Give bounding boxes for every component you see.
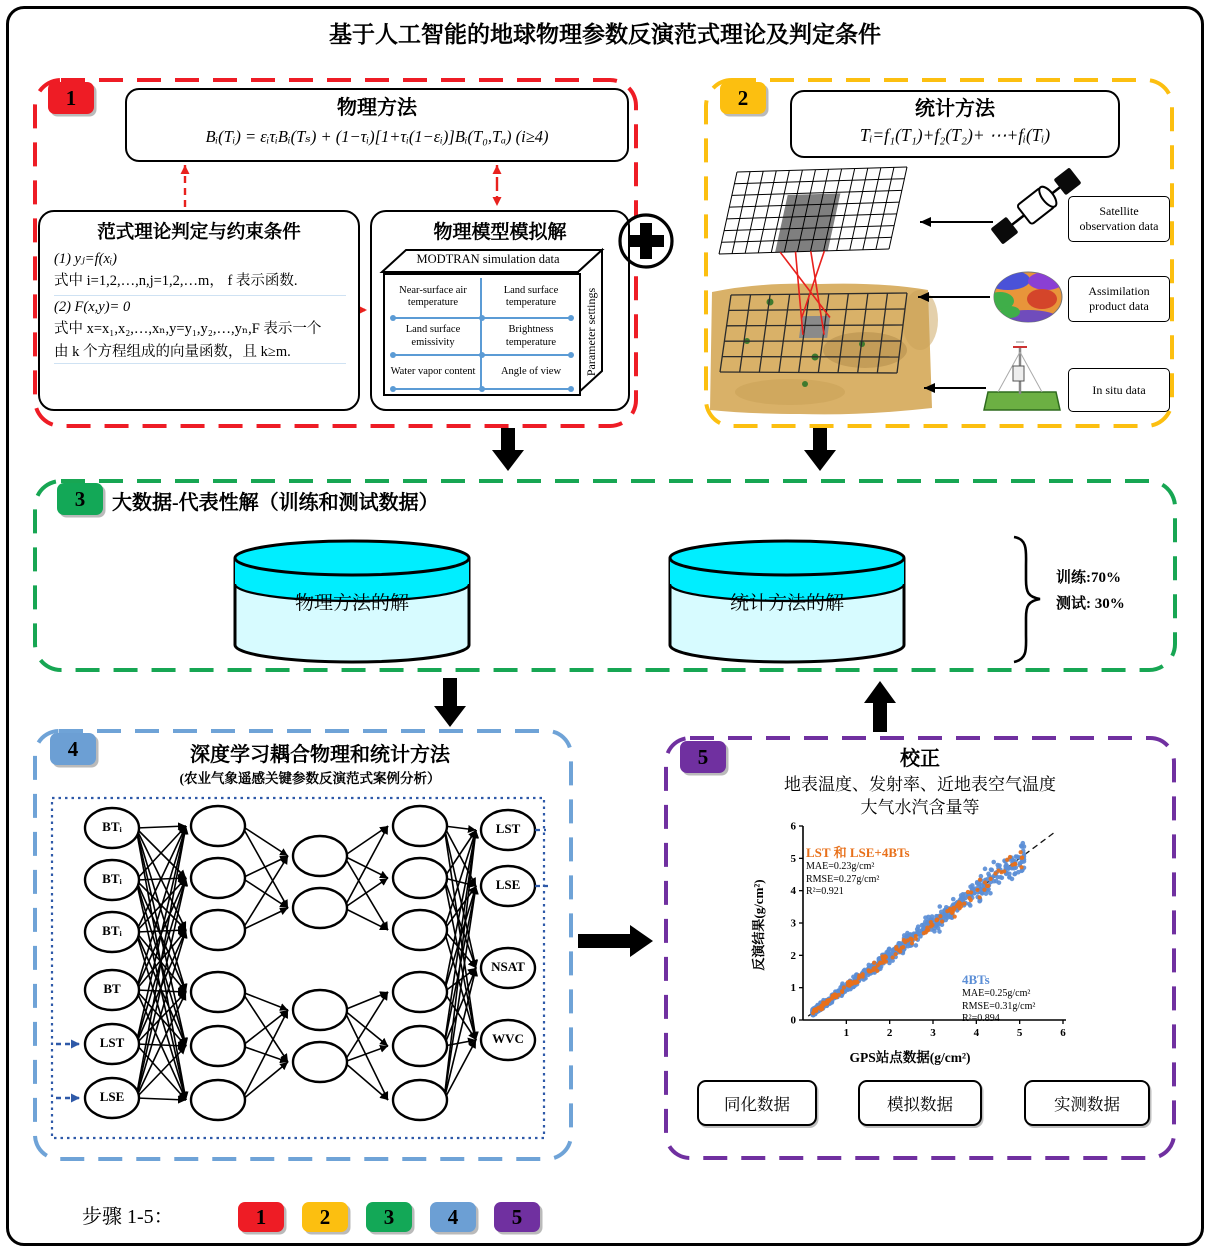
- nn-output-label: LSE: [495, 877, 521, 892]
- stat-rmse: RMSE=0.27g/cm²: [806, 873, 880, 885]
- measured-data-button[interactable]: 实测数据: [1024, 1080, 1150, 1126]
- statistical-method-formula: Tᵢ=f₁(T₁)+f₂(T₂)+ ⋯+fᵢ(Tᵢ): [859, 124, 1051, 145]
- constraint-eq2: (2) F(x,y)= 0: [54, 298, 131, 315]
- deep-learning-title: 深度学习耦合物理和统计方法: [190, 743, 450, 766]
- svg-text:5: 5: [790, 852, 796, 865]
- constraints-box: [38, 210, 360, 411]
- series-name: LST 和 LSE+4BTs: [806, 845, 910, 860]
- constraints-title: 范式理论判定与约束条件: [97, 223, 301, 243]
- nn-input-label: LST: [99, 1035, 125, 1050]
- svg-text:2: 2: [790, 949, 796, 962]
- insitu-data-label: In situ data: [1068, 368, 1170, 412]
- modtran-cell: Water vapor content: [390, 365, 476, 377]
- step3-badge: 3: [57, 483, 103, 515]
- svg-text:6: 6: [790, 820, 796, 833]
- constraint-eq1-note: 式中 i=1,2,…,n,j=1,2,…m， f 表示函数.: [54, 270, 346, 295]
- constraint-eq1: (1) yⱼ=f(xᵢ): [54, 251, 117, 267]
- nn-input-label: BTᵢ: [102, 819, 122, 834]
- scatter-annotation-blue: [962, 972, 1092, 1026]
- svg-text:3: 3: [790, 917, 796, 930]
- stat-rmse: RMSE=0.31g/cm²: [962, 1000, 1036, 1012]
- nn-output-label: WVC: [492, 1031, 524, 1046]
- assimilation-data-label: Assimilation product data: [1068, 276, 1170, 322]
- step4-badge: 4: [50, 733, 96, 765]
- svg-text:6: 6: [1060, 1027, 1066, 1039]
- correction-subtitle-2: 大气水汽含量等: [860, 797, 980, 817]
- big-data-title: 大数据-代表性解（训练和测试数据）: [112, 492, 439, 514]
- physical-method-title: 物理方法: [337, 96, 417, 119]
- nn-input-label: BTᵢ: [102, 923, 122, 938]
- legend-step-3: 3: [366, 1202, 412, 1232]
- legend-step-5: 5: [494, 1202, 540, 1232]
- statistical-solution-label: 统计方法的解: [729, 592, 844, 614]
- legend-step-1: 1: [238, 1202, 284, 1232]
- stat-r2: R²=0.921: [806, 886, 844, 897]
- nn-input-label: LSE: [99, 1089, 125, 1104]
- modtran-dataset-label: MODTRAN simulation data: [416, 251, 560, 266]
- physical-method-box: [125, 88, 629, 162]
- modtran-cell: Land surface temperature: [503, 284, 559, 308]
- step2-badge: 2: [720, 82, 766, 114]
- series-name: 4BTs: [962, 972, 990, 987]
- test-split-label: 测试: 30%: [1056, 596, 1125, 612]
- stat-mae: MAE=0.25g/cm²: [962, 988, 1031, 999]
- constraint-eq2-note2: 由 k 个方程组成的向量函数，且 k≥m.: [54, 341, 346, 364]
- step1-badge: 1: [48, 82, 94, 114]
- train-split-label: 训练:70%: [1056, 570, 1121, 586]
- parameter-settings-label: Parameter settings: [583, 287, 598, 377]
- scatter-ylabel: 反演结果(g/cm²): [750, 879, 766, 971]
- scatter-annotation-orange: [806, 842, 966, 899]
- modtran-cell: Near-surface air temperature: [399, 284, 467, 308]
- nn-input-label: BTᵢ: [102, 871, 122, 886]
- stat-r2: R²=0.894: [962, 1013, 1000, 1024]
- constraint-eq2-note1: 式中 x=x₁,x₂,…,xₙ,y=y₁,y₂,…,yₙ,F 表示一个: [54, 321, 322, 338]
- nn-output-label: LST: [495, 821, 521, 836]
- svg-text:1: 1: [843, 1027, 850, 1039]
- svg-text:2: 2: [886, 1027, 893, 1039]
- steps-legend-label: 步骤 1-5：: [82, 1206, 174, 1228]
- legend-step-4: 4: [430, 1202, 476, 1232]
- modtran-cell: Angle of view: [500, 365, 562, 377]
- assimilation-data-button[interactable]: 同化数据: [697, 1080, 817, 1126]
- statistical-method-box: [790, 90, 1120, 158]
- physical-solution-label: 物理方法的解: [294, 592, 409, 614]
- physical-method-formula: Bᵢ(Tᵢ) = εᵢτᵢBᵢ(Tₛ) + (1−τᵢ)[1+τᵢ(1−εᵢ)]Bᵢ(T₀,Tₐ) (i≥4): [205, 127, 549, 146]
- svg-text:1: 1: [790, 982, 796, 995]
- svg-text:5: 5: [1016, 1027, 1023, 1039]
- satellite-data-label: Satellite observation data: [1068, 196, 1170, 242]
- page-title: 基于人工智能的地球物理参数反演范式理论及判定条件: [329, 21, 881, 47]
- nn-input-label: BT: [103, 981, 121, 996]
- svg-text:4: 4: [973, 1027, 980, 1039]
- step5-badge: 5: [680, 741, 726, 773]
- modtran-cell: Land surface emissivity: [405, 324, 461, 348]
- svg-text:0: 0: [790, 1014, 796, 1027]
- statistical-method-title: 统计方法: [915, 97, 995, 120]
- stat-mae: MAE=0.23g/cm²: [806, 861, 875, 872]
- modtran-cell: Brightness temperature: [505, 324, 557, 348]
- simulation-title: 物理模型模拟解: [433, 221, 567, 243]
- svg-text:3: 3: [930, 1027, 936, 1039]
- deep-learning-subtitle: (农业气象遥感关键参数反演范式案例分析）: [179, 771, 441, 786]
- simulated-data-button[interactable]: 模拟数据: [858, 1080, 982, 1126]
- correction-title: 校正: [900, 747, 940, 770]
- legend-step-2: 2: [302, 1202, 348, 1232]
- nn-output-label: NSAT: [491, 959, 525, 974]
- correction-subtitle-1: 地表温度、发射率、近地表空气温度: [784, 774, 1056, 794]
- svg-text:4: 4: [790, 885, 796, 898]
- scatter-xlabel: GPS站点数据(g/cm²): [849, 1050, 971, 1065]
- modtran-table: [383, 273, 581, 396]
